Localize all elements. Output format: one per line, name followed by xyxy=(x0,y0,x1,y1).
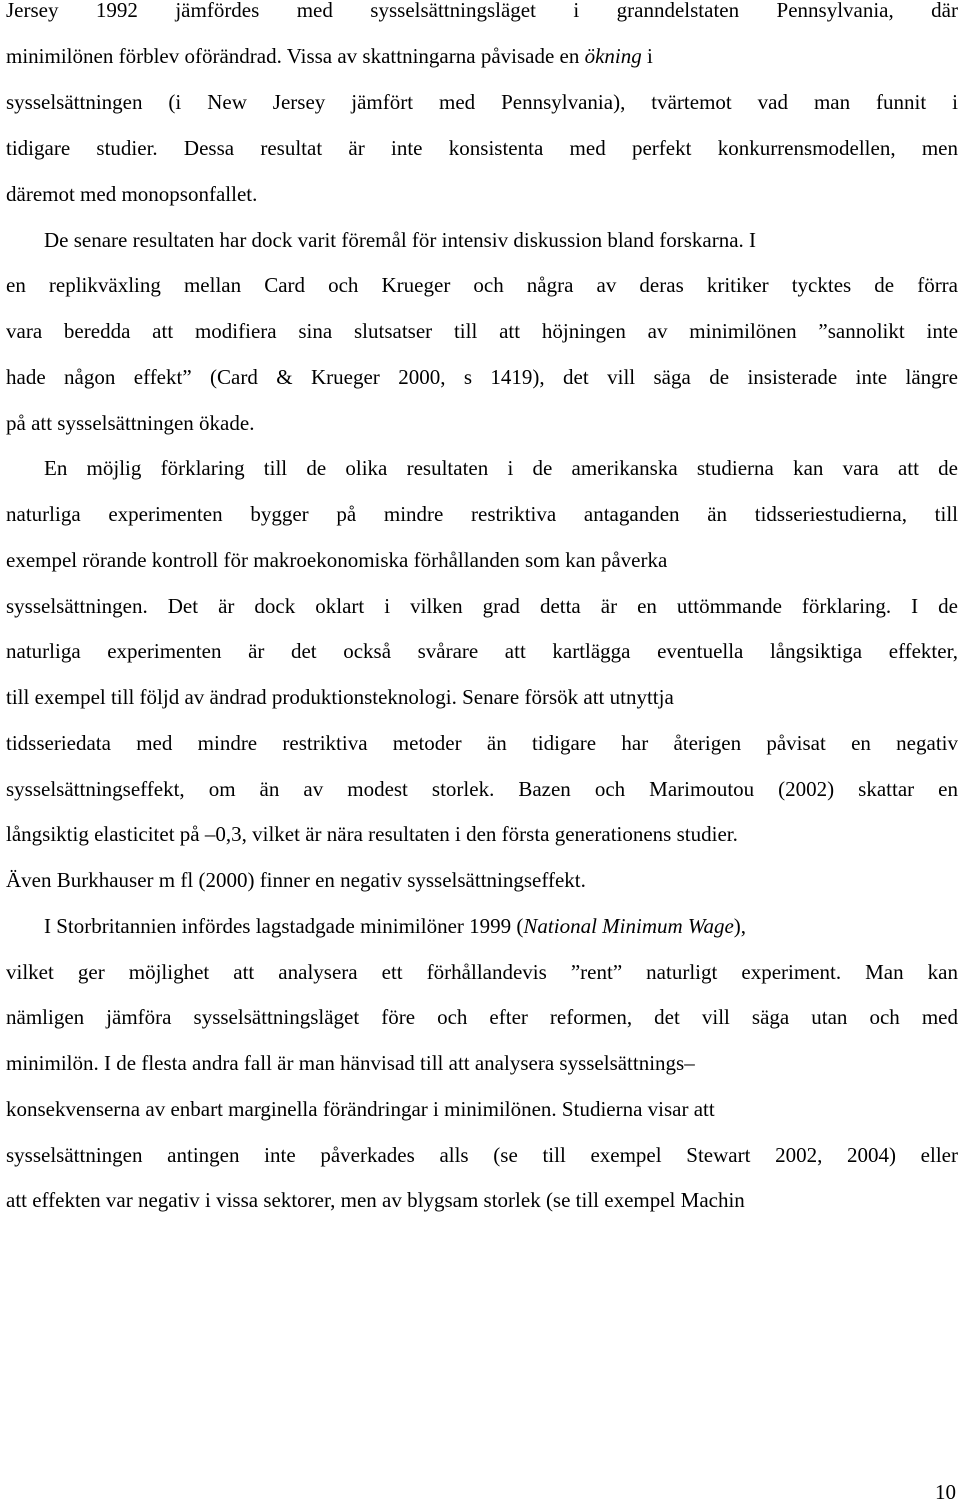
paragraph-2-line-3: vara beredda att modifiera sina slutsatser till att höjningen av minimilönen ”sannolikt inte xyxy=(6,319,958,343)
text-run: I Storbritannien infördes lagstadgade minimilöner 1999 (National Minimum Wage), xyxy=(44,914,747,938)
paragraph-3-line-3: exempel rörande kontroll för makroekonomiska förhållanden som kan påverka xyxy=(6,548,668,572)
page-number: 10 xyxy=(935,1480,956,1504)
paragraph-1-line-4: tidigare studier. Dessa resultat är inte konsistenta med perfekt konkurrensmodellen, men xyxy=(6,136,958,160)
paragraph-1-line-3: sysselsättningen (i New Jersey jämfört med Pennsylvania), tvärtemot vad man funnit i xyxy=(6,90,958,114)
paragraph-3-line-10: Även Burkhauser m fl (2000) finner en negativ sysselsättningseffekt. xyxy=(6,868,586,892)
paragraph-2-line-2: en replikväxling mellan Card och Krueger och några av deras kritiker tycktes de förra xyxy=(6,273,958,297)
paragraph-4-line-3: nämligen jämföra sysselsättningsläget före och efter reformen, det vill säga utan och med xyxy=(6,1005,958,1029)
emphasis: National Minimum Wage xyxy=(523,914,734,938)
paragraph-3-line-9: långsiktig elasticitet på –0,3, vilket är nära resultaten i den första generationens studier. xyxy=(6,822,738,846)
paragraph-3-line-5: naturliga experimenten är det också svårare att kartlägga eventuella långsiktiga effekter, xyxy=(6,639,958,663)
paragraph-4-line-4: minimilön. I de flesta andra fall är man hänvisad till att analysera sysselsättnings– xyxy=(6,1051,695,1075)
paragraph-4-line-1 xyxy=(44,912,958,940)
paragraph-3-line-7: tidsseriedata med mindre restriktiva metoder än tidigare har återigen påvisat en negativ xyxy=(6,731,958,755)
paragraph-4-line-5: konsekvenserna av enbart marginella förändringar i minimilönen. Studierna visar att xyxy=(6,1097,715,1121)
paragraph-1-line-2 xyxy=(6,42,958,70)
paragraph-1-line-1: Jersey 1992 jämfördes med sysselsättningsläget i granndelstaten Pennsylvania, där xyxy=(6,0,958,22)
paragraph-2-line-5: på att sysselsättningen ökade. xyxy=(6,411,255,435)
emphasis: ökning xyxy=(584,44,642,68)
paragraph-4-line-6: sysselsättningen antingen inte påverkades alls (se till exempel Stewart 2002, 2004) eller xyxy=(6,1143,958,1167)
paragraph-3-line-8: sysselsättningseffekt, om än av modest storlek. Bazen och Marimoutou (2002) skattar en xyxy=(6,777,958,801)
paragraph-4-line-2: vilket ger möjlighet att analysera ett förhållandevis ”rent” naturligt experiment. Man kan xyxy=(6,960,958,984)
paragraph-2-line-4: hade någon effekt” (Card & Krueger 2000, s 1419), det vill säga de insisterade inte längre xyxy=(6,365,958,389)
text-run: minimilönen förblev oförändrad. Vissa av skattningarna påvisade en ökning i xyxy=(6,44,653,68)
paragraph-1-line-5: däremot med monopsonfallet. xyxy=(6,182,258,206)
paragraph-3-line-6: till exempel till följd av ändrad produktionsteknologi. Senare försök att utnyttja xyxy=(6,685,674,709)
paragraph-3-line-2: naturliga experimenten bygger på mindre restriktiva antaganden än tidsseriestudierna, till xyxy=(6,502,958,526)
paragraph-3-line-1: En möjlig förklaring till de olika resultaten i de amerikanska studierna kan vara att de xyxy=(44,456,958,480)
paragraph-2-line-1: De senare resultaten har dock varit föremål för intensiv diskussion bland forskarna. I xyxy=(44,228,757,252)
paragraph-3-line-4: sysselsättningen. Det är dock oklart i vilken grad detta är en uttömmande förklaring. I de xyxy=(6,594,958,618)
paragraph-4-line-7: att effekten var negativ i vissa sektorer, men av blygsam storlek (se till exempel Machin xyxy=(6,1188,745,1212)
